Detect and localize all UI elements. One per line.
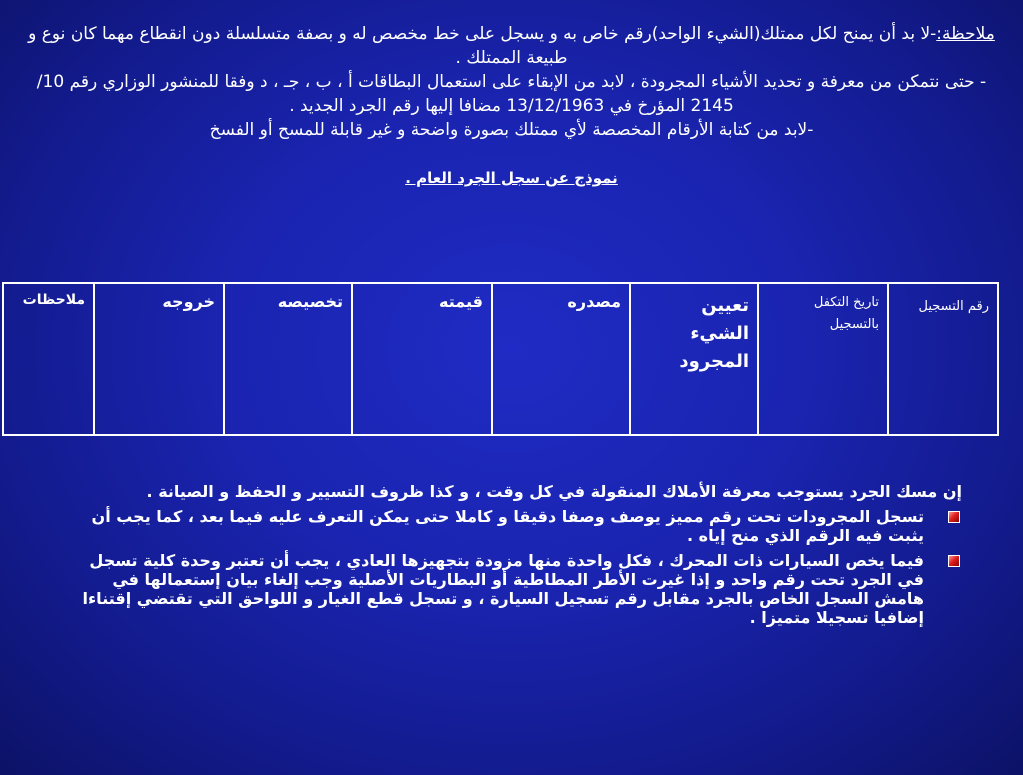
header-remarks: ملاحظات bbox=[3, 283, 94, 435]
note-label: ملاحظة: bbox=[936, 24, 995, 44]
inventory-register-table bbox=[2, 282, 999, 436]
list-item bbox=[60, 551, 962, 627]
bullet-intro-text: إن مسك الجرد يستوجب معرفة الأملاك المنقولة في كل وقت ، و كذا ظروف التسيير و الحفظ و الصيانة . bbox=[146, 482, 962, 501]
spacer bbox=[20, 142, 1003, 166]
header-item-designation: تعيين الشيء المجرود bbox=[630, 283, 758, 435]
bullet-list bbox=[60, 482, 962, 633]
header-source: مصدره bbox=[492, 283, 630, 435]
table-header-row bbox=[3, 283, 998, 435]
header-allocation: تخصيصه bbox=[224, 283, 352, 435]
header-exit: خروجه bbox=[94, 283, 224, 435]
note-line-2: - حتى نتمكن من معرفة و تحديد الأشياء المجرودة ، لابد من الإبقاء على استعمال البطاقات أ ، ب ، جـ ، د وفقا للمنشور الوزاري رقم 10/ 2145 المؤرخ في 13/12/1963 مضافا إليها رقم الجرد الجديد . bbox=[36, 72, 987, 116]
note-line-1: -لا بد أن يمنح لكل ممتلك(الشيء الواحد)رقم خاص به و يسجل على خط مخصص له و بصفة متسلسلة دون انقطاع مهما كان نوع و طبيعة الممتلك . bbox=[28, 24, 937, 68]
square-bullet-icon bbox=[948, 511, 960, 523]
header-value: قيمته bbox=[352, 283, 492, 435]
bullet-item-text: تسجل المجرودات تحت رقم مميز يوصف وصفا دقيقا و كاملا حتى يمكن التعرف عليه فيما بعد ، كما يجب أن يثبت فيه الرقم الذي منح إياه . bbox=[91, 507, 924, 545]
note-paragraph-1 bbox=[20, 22, 1003, 70]
square-bullet-icon bbox=[948, 555, 960, 567]
bullet-item-text: فيما يخص السيارات ذات المحرك ، فكل واحدة منها مزودة بتجهيزها العادي ، يجب أن تعتبر وحدة كلية تسجل في الجرد تحت رقم واحد و إذا غيرت الأطر المطاطية أو البطاريات الأصلية وجب إلغاء بيان إستعمالها في هامش السجل الخاص بالجرد مقابل رقم تسجيل السيارة ، و تسجل قطع الغيار و اللواحق التي تقتضي إقتناءا إضافيا تسجيلا متميزا . bbox=[82, 551, 924, 627]
table-title: نموذج عن سجل الجرد العام . bbox=[405, 169, 618, 187]
note-line-3: -لابد من كتابة الأرقام المخصصة لأي ممتلك بصورة واضحة و غير قابلة للمسح أو الفسخ bbox=[209, 120, 814, 140]
note-section bbox=[20, 22, 1003, 190]
header-registration-number: رقم التسجيل bbox=[888, 283, 998, 435]
list-item bbox=[60, 507, 962, 545]
bullet-intro bbox=[60, 482, 962, 501]
header-registration-date: تاريخ التكفل بالتسجيل bbox=[758, 283, 888, 435]
